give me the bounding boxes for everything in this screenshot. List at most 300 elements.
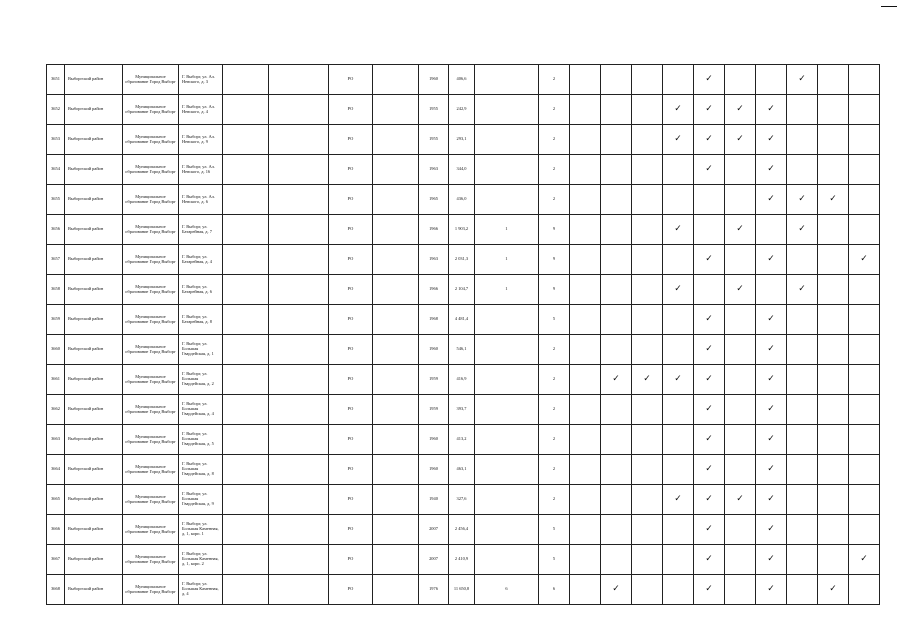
work-type-cell (756, 305, 787, 335)
work-type-cell (849, 425, 880, 455)
work-type-cell (632, 425, 663, 455)
year-cell: 1955 (419, 125, 449, 155)
work-type-cell (663, 155, 694, 185)
work-type-cell (601, 395, 632, 425)
table-body (47, 65, 880, 605)
floors-b-cell: 2 (539, 155, 570, 185)
municipality-cell: Муниципальное образование Город Выборг (123, 275, 179, 305)
work-type-cell (663, 515, 694, 545)
work-type-cell (663, 335, 694, 365)
uuid-cell (223, 305, 269, 335)
works-cell (570, 395, 601, 425)
table-row (47, 395, 880, 425)
work-type-cell (694, 275, 725, 305)
work-type-cell (601, 545, 632, 575)
works-cell (570, 215, 601, 245)
work-type-cell (694, 65, 725, 95)
uuid-cell (223, 455, 269, 485)
work-type-cell (601, 455, 632, 485)
blank-cell (269, 575, 329, 605)
checkmark-icon: ✓ (705, 74, 713, 84)
table-row (47, 305, 880, 335)
blank-cell (373, 545, 419, 575)
work-type-cell (787, 125, 818, 155)
floors-a-cell (475, 485, 539, 515)
work-type-cell (849, 245, 880, 275)
form-cell: РО (329, 365, 373, 395)
row-number: 3663 (47, 425, 65, 455)
area-cell: 436,0 (449, 185, 475, 215)
work-type-cell (725, 155, 756, 185)
work-type-cell (663, 365, 694, 395)
work-type-cell (756, 95, 787, 125)
district-cell: Выборгский район (65, 245, 123, 275)
year-cell: 1976 (419, 575, 449, 605)
work-type-cell (694, 575, 725, 605)
floors-b-cell: 5 (539, 515, 570, 545)
checkmark-icon: ✓ (705, 404, 713, 414)
blank-cell (373, 395, 419, 425)
table-row (47, 125, 880, 155)
row-number: 3653 (47, 125, 65, 155)
work-type-cell (849, 65, 880, 95)
floors-a-cell (475, 545, 539, 575)
checkmark-icon: ✓ (767, 554, 775, 564)
checkmark-icon: ✓ (736, 104, 744, 114)
work-type-cell (725, 545, 756, 575)
blank-cell (269, 215, 329, 245)
checkmark-icon: ✓ (705, 554, 713, 564)
district-cell: Выборгский район (65, 155, 123, 185)
register-table (46, 64, 880, 605)
works-cell (570, 65, 601, 95)
row-number: 3655 (47, 185, 65, 215)
blank-cell (373, 365, 419, 395)
work-type-cell (601, 335, 632, 365)
year-cell: 2007 (419, 545, 449, 575)
table-row (47, 365, 880, 395)
work-type-cell (663, 305, 694, 335)
work-type-cell (632, 335, 663, 365)
uuid-cell (223, 185, 269, 215)
works-cell (570, 365, 601, 395)
checkmark-icon: ✓ (674, 134, 682, 144)
works-cell (570, 275, 601, 305)
year-cell: 1968 (419, 305, 449, 335)
work-type-cell (725, 335, 756, 365)
form-cell: РО (329, 125, 373, 155)
uuid-cell (223, 545, 269, 575)
municipality-cell: Муниципальное образование Город Выборг (123, 425, 179, 455)
area-cell: 344,0 (449, 155, 475, 185)
work-type-cell (632, 305, 663, 335)
work-type-cell (601, 95, 632, 125)
blank-cell (269, 275, 329, 305)
checkmark-icon: ✓ (643, 374, 651, 384)
work-type-cell (632, 365, 663, 395)
work-type-cell (601, 125, 632, 155)
floors-a-cell (475, 395, 539, 425)
work-type-cell (632, 395, 663, 425)
work-type-cell (632, 95, 663, 125)
floors-b-cell: 2 (539, 95, 570, 125)
floors-b-cell: 9 (539, 245, 570, 275)
form-cell: РО (329, 545, 373, 575)
area-cell: 2 031,3 (449, 245, 475, 275)
work-type-cell (787, 485, 818, 515)
address-cell: Г. Выборг, ул. Ал. Невского, д. 4 (179, 95, 223, 125)
row-number: 3658 (47, 275, 65, 305)
work-type-cell (663, 95, 694, 125)
checkmark-icon: ✓ (767, 584, 775, 594)
work-type-cell (787, 95, 818, 125)
register-table-wrap (46, 64, 868, 596)
work-type-cell (756, 575, 787, 605)
row-number: 3660 (47, 335, 65, 365)
floors-b-cell: 2 (539, 395, 570, 425)
form-cell: РО (329, 425, 373, 455)
district-cell: Выборгский район (65, 305, 123, 335)
works-cell (570, 245, 601, 275)
area-cell: 416,9 (449, 365, 475, 395)
floors-b-cell: 2 (539, 65, 570, 95)
checkmark-icon: ✓ (767, 464, 775, 474)
area-cell: 242,9 (449, 95, 475, 125)
work-type-cell (756, 215, 787, 245)
work-type-cell (725, 515, 756, 545)
address-cell: Г. Выборг, ул. Батарейная, д. 4 (179, 245, 223, 275)
year-cell: 1955 (419, 95, 449, 125)
area-cell: 393,7 (449, 395, 475, 425)
blank-cell (269, 125, 329, 155)
work-type-cell (725, 365, 756, 395)
work-type-cell (694, 485, 725, 515)
blank-cell (269, 65, 329, 95)
row-number: 3661 (47, 365, 65, 395)
address-cell: Г. Выборг, ул. Большая Каменная, д. 1, корп. 2 (179, 545, 223, 575)
work-type-cell (818, 275, 849, 305)
checkmark-icon: ✓ (705, 164, 713, 174)
blank-cell (269, 95, 329, 125)
blank-cell (373, 515, 419, 545)
checkmark-icon: ✓ (674, 374, 682, 384)
checkmark-icon: ✓ (736, 494, 744, 504)
work-type-cell (787, 395, 818, 425)
row-number: 3652 (47, 95, 65, 125)
works-cell (570, 95, 601, 125)
uuid-cell (223, 515, 269, 545)
floors-b-cell: 5 (539, 305, 570, 335)
blank-cell (269, 455, 329, 485)
blank-cell (373, 275, 419, 305)
blank-cell (269, 155, 329, 185)
floors-b-cell: 2 (539, 365, 570, 395)
floors-b-cell: 2 (539, 425, 570, 455)
area-cell: 1 903,2 (449, 215, 475, 245)
checkmark-icon: ✓ (705, 464, 713, 474)
work-type-cell (694, 395, 725, 425)
work-type-cell (694, 455, 725, 485)
form-cell: РО (329, 515, 373, 545)
table-row (47, 155, 880, 185)
checkmark-icon: ✓ (705, 314, 713, 324)
table-row (47, 455, 880, 485)
table-row (47, 275, 880, 305)
blank-cell (373, 575, 419, 605)
uuid-cell (223, 95, 269, 125)
work-type-cell (818, 575, 849, 605)
district-cell: Выборгский район (65, 365, 123, 395)
checkmark-icon: ✓ (705, 134, 713, 144)
year-cell: 1966 (419, 215, 449, 245)
floors-b-cell: 2 (539, 185, 570, 215)
address-cell: Г. Выборг, ул. Большая Каменная, д. 4 (179, 575, 223, 605)
work-type-cell (663, 215, 694, 245)
address-cell: Г. Выборг, ул. Ал. Невского, д. 3 (179, 65, 223, 95)
work-type-cell (601, 305, 632, 335)
checkmark-icon: ✓ (798, 74, 806, 84)
works-cell (570, 125, 601, 155)
blank-cell (373, 425, 419, 455)
year-cell: 2007 (419, 515, 449, 545)
works-cell (570, 335, 601, 365)
work-type-cell (818, 545, 849, 575)
work-type-cell (787, 455, 818, 485)
work-type-cell (694, 545, 725, 575)
work-type-cell (663, 575, 694, 605)
floors-b-cell: 2 (539, 455, 570, 485)
area-cell: 327,6 (449, 485, 475, 515)
work-type-cell (601, 65, 632, 95)
work-type-cell (725, 125, 756, 155)
checkmark-icon: ✓ (860, 554, 868, 564)
checkmark-icon: ✓ (612, 584, 620, 594)
work-type-cell (818, 335, 849, 365)
work-type-cell (663, 125, 694, 155)
works-cell (570, 155, 601, 185)
work-type-cell (849, 335, 880, 365)
area-cell: 293,1 (449, 125, 475, 155)
work-type-cell (787, 155, 818, 185)
work-type-cell (601, 245, 632, 275)
work-type-cell (787, 185, 818, 215)
work-type-cell (632, 455, 663, 485)
address-cell: Г. Выборг, ул. Большая Гвардейская, д. 8 (179, 455, 223, 485)
table-row (47, 425, 880, 455)
municipality-cell: Муниципальное образование Город Выборг (123, 95, 179, 125)
table-row (47, 335, 880, 365)
row-number: 3668 (47, 575, 65, 605)
work-type-cell (787, 575, 818, 605)
work-type-cell (818, 95, 849, 125)
checkmark-icon: ✓ (674, 494, 682, 504)
year-cell: 1959 (419, 365, 449, 395)
checkmark-icon: ✓ (767, 194, 775, 204)
work-type-cell (694, 125, 725, 155)
work-type-cell (818, 515, 849, 545)
work-type-cell (601, 515, 632, 545)
work-type-cell (756, 245, 787, 275)
work-type-cell (725, 395, 756, 425)
work-type-cell (818, 155, 849, 185)
table-row (47, 485, 880, 515)
work-type-cell (756, 395, 787, 425)
works-cell (570, 185, 601, 215)
checkmark-icon: ✓ (705, 524, 713, 534)
checkmark-icon: ✓ (705, 434, 713, 444)
works-cell (570, 545, 601, 575)
floors-a-cell (475, 515, 539, 545)
work-type-cell (663, 485, 694, 515)
municipality-cell: Муниципальное образование Город Выборг (123, 185, 179, 215)
floors-b-cell: 2 (539, 485, 570, 515)
work-type-cell (632, 185, 663, 215)
district-cell: Выборгский район (65, 95, 123, 125)
row-number: 3664 (47, 455, 65, 485)
work-type-cell (818, 245, 849, 275)
blank-cell (373, 125, 419, 155)
blank-cell (373, 95, 419, 125)
uuid-cell (223, 125, 269, 155)
works-cell (570, 515, 601, 545)
area-cell: 546,1 (449, 335, 475, 365)
table-row (47, 545, 880, 575)
work-type-cell (632, 155, 663, 185)
work-type-cell (601, 485, 632, 515)
checkmark-icon: ✓ (829, 584, 837, 594)
blank-cell (373, 215, 419, 245)
row-number: 3667 (47, 545, 65, 575)
floors-a-cell (475, 155, 539, 185)
district-cell: Выборгский район (65, 125, 123, 155)
form-cell: РО (329, 245, 373, 275)
floors-a-cell: 6 (475, 575, 539, 605)
checkmark-icon: ✓ (612, 374, 620, 384)
work-type-cell (725, 245, 756, 275)
district-cell: Выборгский район (65, 185, 123, 215)
floors-a-cell (475, 65, 539, 95)
row-number: 3654 (47, 155, 65, 185)
checkmark-icon: ✓ (767, 314, 775, 324)
work-type-cell (818, 65, 849, 95)
work-type-cell (818, 215, 849, 245)
table-row (47, 185, 880, 215)
uuid-cell (223, 335, 269, 365)
work-type-cell (756, 335, 787, 365)
work-type-cell (756, 275, 787, 305)
district-cell: Выборгский район (65, 275, 123, 305)
municipality-cell: Муниципальное образование Город Выборг (123, 365, 179, 395)
work-type-cell (849, 155, 880, 185)
district-cell: Выборгский район (65, 575, 123, 605)
blank-cell (373, 305, 419, 335)
floors-a-cell (475, 185, 539, 215)
area-cell: 2 456,4 (449, 515, 475, 545)
checkmark-icon: ✓ (705, 254, 713, 264)
work-type-cell (663, 395, 694, 425)
work-type-cell (818, 425, 849, 455)
row-number: 3657 (47, 245, 65, 275)
checkmark-icon: ✓ (798, 224, 806, 234)
work-type-cell (725, 215, 756, 245)
blank-cell (373, 155, 419, 185)
blank-cell (269, 515, 329, 545)
address-cell: Г. Выборг, ул. Батарейная, д. 7 (179, 215, 223, 245)
work-type-cell (725, 275, 756, 305)
work-type-cell (663, 545, 694, 575)
table-row (47, 215, 880, 245)
checkmark-icon: ✓ (767, 344, 775, 354)
area-cell: 413,2 (449, 425, 475, 455)
work-type-cell (849, 545, 880, 575)
work-type-cell (632, 245, 663, 275)
form-cell: РО (329, 335, 373, 365)
work-type-cell (756, 455, 787, 485)
works-cell (570, 485, 601, 515)
checkmark-icon: ✓ (767, 164, 775, 174)
address-cell: Г. Выборг, ул. Батарейная, д. 8 (179, 305, 223, 335)
checkmark-icon: ✓ (674, 224, 682, 234)
work-type-cell (787, 425, 818, 455)
floors-a-cell: 1 (475, 245, 539, 275)
blank-cell (269, 305, 329, 335)
municipality-cell: Муниципальное образование Город Выборг (123, 215, 179, 245)
blank-cell (269, 245, 329, 275)
form-cell: РО (329, 275, 373, 305)
checkmark-icon: ✓ (767, 524, 775, 534)
work-type-cell (787, 215, 818, 245)
area-cell: 4 481,4 (449, 305, 475, 335)
floors-a-cell (475, 305, 539, 335)
work-type-cell (632, 485, 663, 515)
form-cell: РО (329, 215, 373, 245)
municipality-cell: Муниципальное образование Город Выборг (123, 515, 179, 545)
work-type-cell (756, 125, 787, 155)
address-cell: Г. Выборг, ул. Батарейная, д. 6 (179, 275, 223, 305)
row-number: 3651 (47, 65, 65, 95)
work-type-cell (725, 65, 756, 95)
area-cell: 2 410,9 (449, 545, 475, 575)
work-type-cell (601, 215, 632, 245)
municipality-cell: Муниципальное образование Город Выборг (123, 125, 179, 155)
work-type-cell (663, 275, 694, 305)
work-type-cell (663, 455, 694, 485)
work-type-cell (787, 515, 818, 545)
municipality-cell: Муниципальное образование Город Выборг (123, 335, 179, 365)
work-type-cell (849, 485, 880, 515)
work-type-cell (818, 455, 849, 485)
work-type-cell (601, 425, 632, 455)
work-type-cell (787, 305, 818, 335)
work-type-cell (849, 95, 880, 125)
address-cell: Г. Выборг, ул. Большая Гвардейская, д. 4 (179, 395, 223, 425)
blank-cell (269, 335, 329, 365)
checkmark-icon: ✓ (767, 254, 775, 264)
floors-b-cell: 6 (539, 575, 570, 605)
work-type-cell (818, 125, 849, 155)
work-type-cell (694, 95, 725, 125)
table-row (47, 515, 880, 545)
form-cell: РО (329, 575, 373, 605)
municipality-cell: Муниципальное образование Город Выборг (123, 575, 179, 605)
work-type-cell (849, 215, 880, 245)
work-type-cell (818, 485, 849, 515)
table-row (47, 575, 880, 605)
checkmark-icon: ✓ (767, 374, 775, 384)
district-cell: Выборгский район (65, 485, 123, 515)
table-row (47, 95, 880, 125)
checkmark-icon: ✓ (767, 494, 775, 504)
